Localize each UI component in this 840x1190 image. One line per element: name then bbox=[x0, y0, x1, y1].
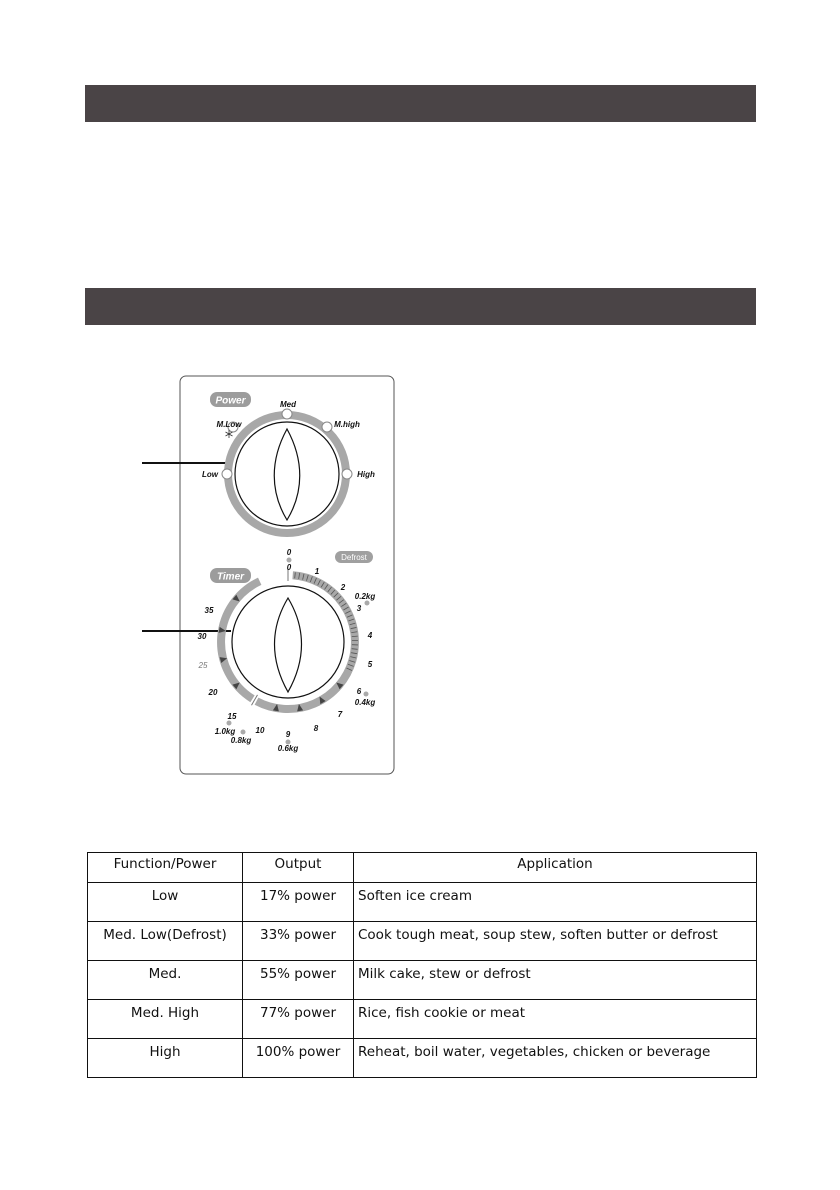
timer-label-5: 5 bbox=[367, 660, 373, 669]
cell-function: High bbox=[88, 1039, 243, 1078]
weight-label-1-0kg: 1.0kg bbox=[214, 727, 236, 736]
table-row bbox=[88, 1000, 757, 1039]
power-label-mlow: M.Low bbox=[216, 420, 242, 429]
timer-label-10: 10 bbox=[255, 726, 265, 735]
timer-label-30: 30 bbox=[197, 632, 207, 641]
weight-label-0-4kg: 0.4kg bbox=[354, 698, 376, 707]
defrost-badge-label: Defrost bbox=[341, 553, 367, 562]
header-output: Output bbox=[243, 853, 354, 883]
timer-label-25: 25 bbox=[198, 661, 208, 670]
cell-function: Low bbox=[88, 883, 243, 922]
table-row bbox=[88, 922, 757, 961]
power-title: Power bbox=[215, 395, 246, 407]
weight-dot-1-0 bbox=[227, 721, 232, 726]
header-application: Application bbox=[354, 853, 757, 883]
cell-application: Rice, fish cookie or meat bbox=[354, 1000, 757, 1039]
cell-output: 77% power bbox=[243, 1000, 354, 1039]
header-function-power: Function/Power bbox=[88, 853, 243, 883]
power-notch-med bbox=[282, 409, 292, 419]
timer-minor-tick bbox=[352, 636, 358, 637]
weight-dot-0-2 bbox=[365, 601, 370, 606]
power-notch-low bbox=[222, 469, 232, 479]
cell-output: 100% power bbox=[243, 1039, 354, 1078]
timer-zero-label-top: 0 bbox=[286, 548, 292, 557]
timer-label-2: 2 bbox=[340, 583, 346, 592]
timer-label-20: 20 bbox=[208, 688, 218, 697]
timer-label-7: 7 bbox=[337, 710, 343, 719]
timer-title: Timer bbox=[216, 571, 245, 583]
cell-function: Med. bbox=[88, 961, 243, 1000]
timer-label-4: 4 bbox=[367, 631, 373, 640]
power-notch-high bbox=[342, 469, 352, 479]
power-label-mhigh: M.high bbox=[334, 420, 360, 429]
weight-dot-0-8 bbox=[241, 730, 246, 735]
cell-application: Cook tough meat, soup stew, soften butter or defrost bbox=[354, 922, 757, 961]
weight-label-0-2kg: 0.2kg bbox=[354, 592, 376, 601]
table-row bbox=[88, 961, 757, 1000]
table-header-row bbox=[88, 853, 757, 883]
weight-label-0-8kg: 0.8kg bbox=[230, 736, 252, 745]
weight-dot-0-4 bbox=[364, 692, 369, 697]
cell-output: 33% power bbox=[243, 922, 354, 961]
timer-zero-dot bbox=[287, 558, 292, 563]
cell-function: Med. High bbox=[88, 1000, 243, 1039]
timer-label-3: 3 bbox=[356, 604, 362, 613]
cell-function: Med. Low(Defrost) bbox=[88, 922, 243, 961]
weight-label-0-6kg: 0.6kg bbox=[277, 744, 299, 753]
cell-output: 55% power bbox=[243, 961, 354, 1000]
power-label-high: High bbox=[357, 470, 375, 479]
timer-label-35: 35 bbox=[204, 606, 214, 615]
power-label-med: Med bbox=[280, 400, 296, 409]
cell-application: Milk cake, stew or defrost bbox=[354, 961, 757, 1000]
timer-label-1: 1 bbox=[314, 567, 320, 576]
power-label-low: Low bbox=[202, 470, 218, 479]
timer-label-9: 9 bbox=[285, 730, 291, 739]
table-row bbox=[88, 883, 757, 922]
power-function-table bbox=[87, 852, 757, 1078]
timer-label-15: 15 bbox=[227, 712, 237, 721]
timer-label-8: 8 bbox=[313, 724, 319, 733]
table-row bbox=[88, 1039, 757, 1078]
timer-label-6: 6 bbox=[356, 687, 362, 696]
cell-output: 17% power bbox=[243, 883, 354, 922]
timer-zero-label-bottom: 0 bbox=[286, 563, 292, 572]
power-notch-mhigh bbox=[322, 422, 332, 432]
cell-application: Soften ice cream bbox=[354, 883, 757, 922]
cell-application: Reheat, boil water, vegetables, chicken or beverage bbox=[354, 1039, 757, 1078]
